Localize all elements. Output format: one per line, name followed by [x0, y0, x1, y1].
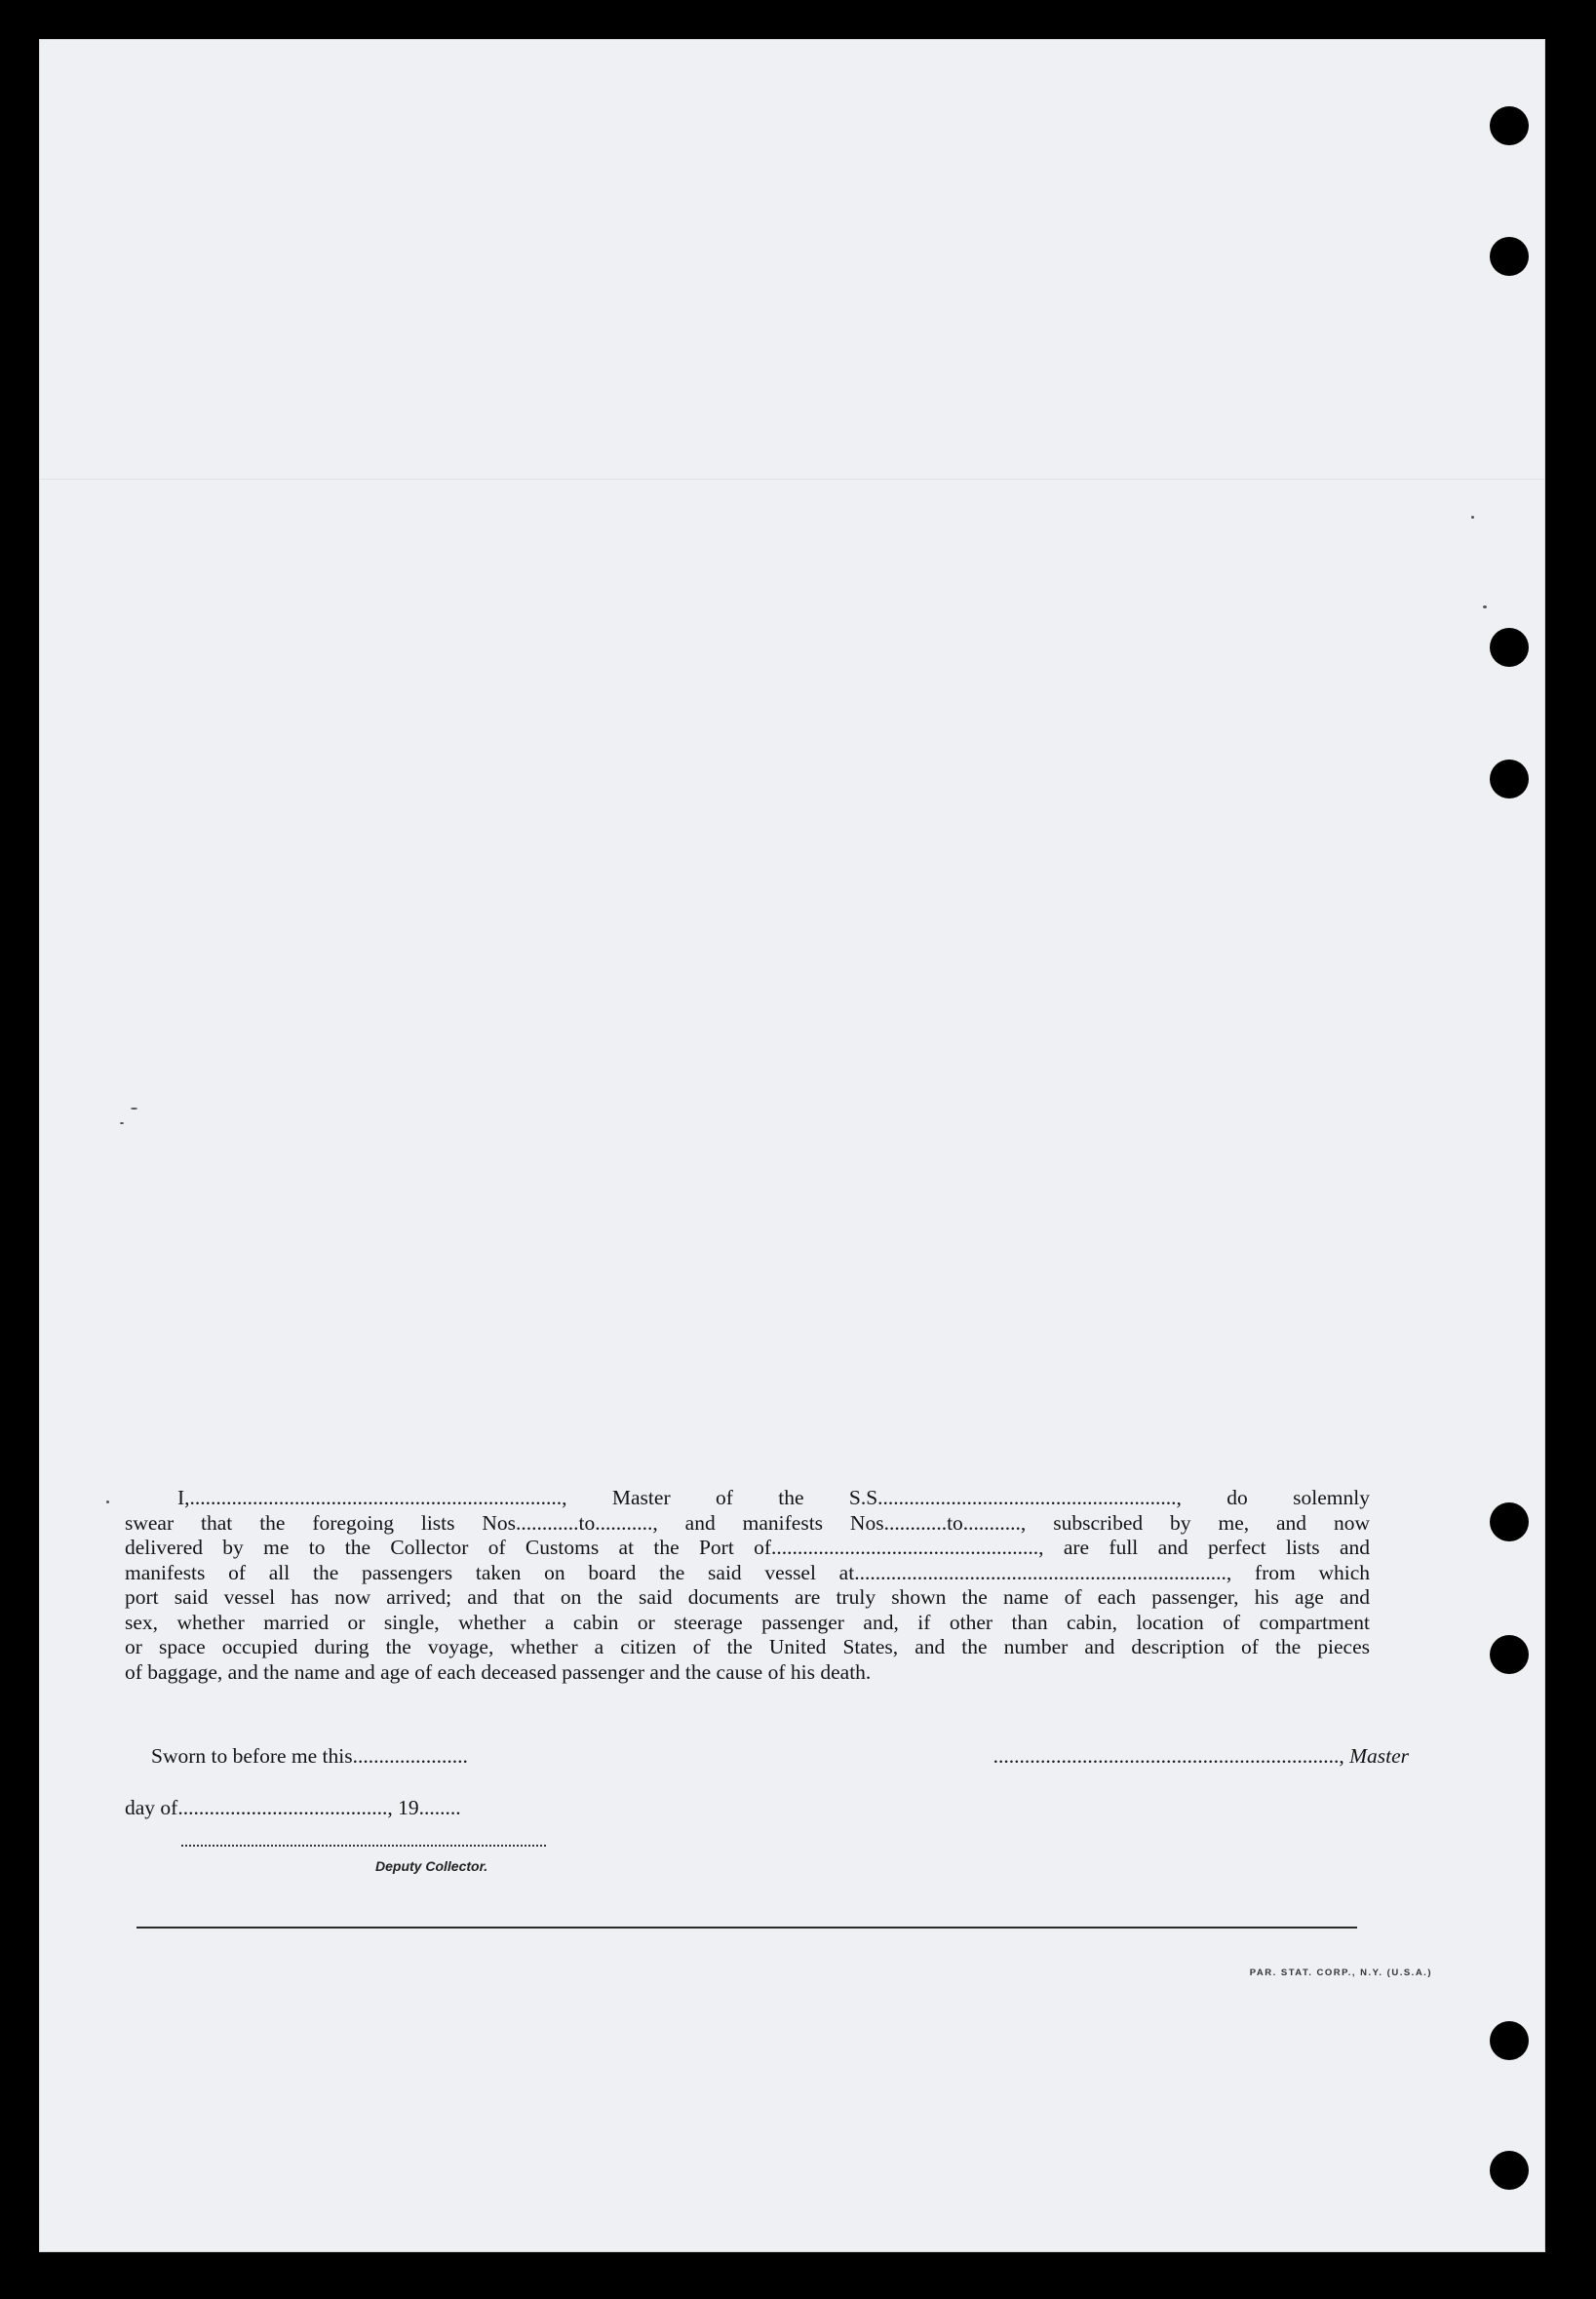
bottom-rule: [136, 1927, 1357, 1929]
punch-hole: [1490, 106, 1529, 145]
punch-hole: [1490, 1635, 1529, 1674]
ink-speck: [1483, 605, 1487, 608]
deputy-collector-label: Deputy Collector.: [375, 1858, 488, 1874]
faint-fold-line: [40, 479, 1544, 480]
oath-line: I,......................................................................., Master of the S.S........................................................., do solemnly: [177, 1486, 1370, 1509]
master-signature-line: [993, 1744, 1409, 1769]
document-page: [39, 39, 1545, 2252]
ink-speck: [106, 1500, 109, 1503]
sworn-before-line: Sworn to before me this......................: [151, 1744, 468, 1768]
master-signature-dots: ..................................................................,: [993, 1744, 1350, 1768]
oath-line: port said vessel has now arrived; and that on the said documents are truly shown the name of each passenger, his age and: [125, 1585, 1370, 1609]
punch-hole: [1490, 628, 1529, 667]
printer-imprint: PAR. STAT. CORP., N.Y. (U.S.A.): [1249, 1968, 1432, 1978]
ink-speck: [120, 1122, 124, 1124]
punch-hole: [1490, 1502, 1529, 1541]
punch-hole: [1490, 760, 1529, 799]
master-label: Master: [1349, 1744, 1409, 1768]
oath-line: manifests of all the passengers taken on board the said vessel at......................................................................., from which: [125, 1560, 1370, 1584]
punch-hole: [1490, 2151, 1529, 2190]
punch-hole: [1490, 2021, 1529, 2060]
oath-line: sex, whether married or single, whether a cabin or steerage passenger and, if other than cabin, location of compartment: [125, 1610, 1370, 1634]
punch-hole: [1490, 237, 1529, 276]
ink-speck: [131, 1108, 137, 1110]
oath-line: delivered by me to the Collector of Customs at the Port of..................................................., are full and perfect lists and: [125, 1536, 1370, 1559]
ink-speck: [1471, 516, 1474, 519]
oath-line: of baggage, and the name and age of each deceased passenger and the cause of his death.: [125, 1659, 872, 1684]
oath-line: swear that the foregoing lists Nos............to..........., and manifests Nos............to..........., subscribed by me, and now: [125, 1510, 1370, 1535]
day-of-line: day of........................................, 19........: [125, 1796, 461, 1819]
oath-paragraph: [125, 1486, 1370, 1685]
deputy-collector-signature-line: [181, 1845, 546, 1847]
oath-line: or space occupied during the voyage, whether a citizen of the United States, and the number and description of the pieces: [125, 1635, 1370, 1658]
